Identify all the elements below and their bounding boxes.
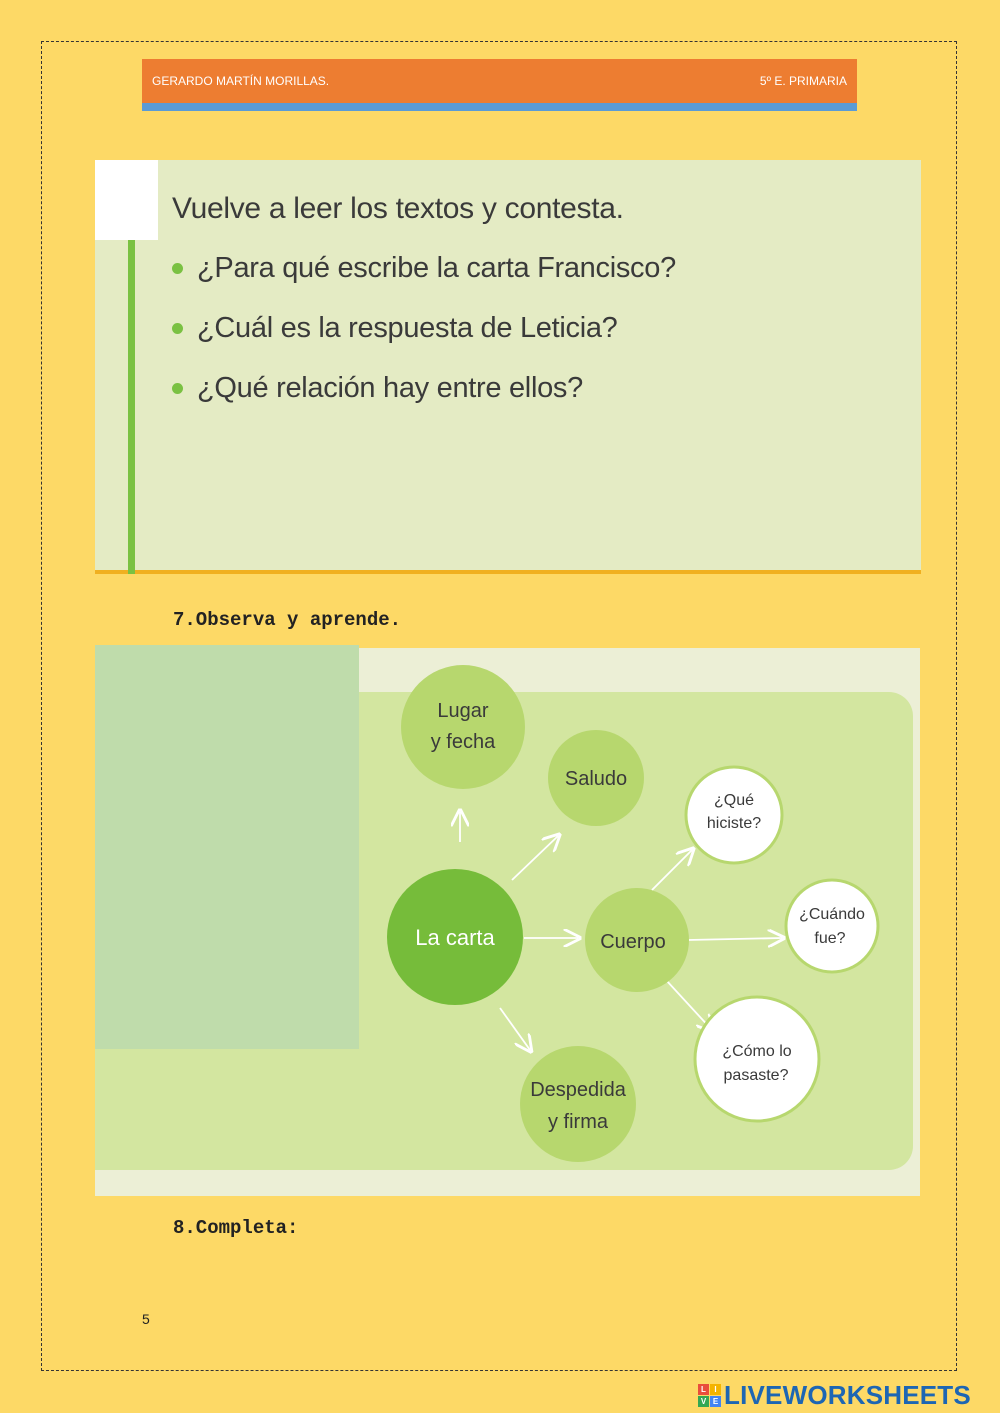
node-despedida-line1: Despedida — [530, 1079, 626, 1101]
node-lugar-line1: Lugar — [437, 700, 489, 722]
node-lugar-circle — [401, 665, 525, 789]
node-despedida-line2: y firma — [548, 1111, 608, 1133]
node-cuerpo-label: Cuerpo — [600, 931, 666, 953]
exercise-6-title: Vuelve a leer los textos y contesta. — [172, 192, 624, 225]
arrow-to-saludo — [512, 836, 558, 880]
page-number: 5 — [142, 1311, 150, 1327]
header-grade: 5º E. PRIMARIA — [759, 74, 847, 88]
node-saludo-label: Saludo — [564, 768, 628, 790]
node-cuando-line2: fue? — [814, 930, 846, 947]
node-cuando-circle — [786, 880, 878, 972]
exercise-7-label: 7.Observa y aprende. — [173, 609, 402, 631]
node-cuando-line1: ¿Cuándo — [799, 906, 865, 923]
node-que-line2: hiciste? — [706, 815, 762, 832]
node-center-label: La carta — [415, 925, 495, 950]
question-text: ¿Para qué escribe la carta Francisco? — [197, 252, 676, 284]
liveworksheets-logo — [698, 1380, 971, 1411]
node-como-line2: pasaste? — [723, 1067, 789, 1084]
exercise-8-label: 8.Completa: — [173, 1217, 299, 1239]
header-author: GERARDO MARTÍN MORILLAS. — [152, 74, 330, 88]
question-text: ¿Qué relación hay entre ellos? — [197, 372, 583, 404]
logo-grid-icon: L I V E — [698, 1384, 721, 1407]
node-lugar-line2: y fecha — [430, 731, 496, 753]
arrow-to-cuando — [688, 938, 782, 940]
logo-text: LIVEWORKSHEETS — [724, 1380, 971, 1410]
node-despedida-circle — [520, 1046, 636, 1162]
question-text: ¿Cuál es la respuesta de Leticia? — [197, 312, 618, 344]
node-como-line1: ¿Cómo lo — [722, 1043, 792, 1060]
arrow-to-que — [652, 850, 692, 890]
node-que-line1: ¿Qué — [713, 792, 755, 809]
arrow-to-despedida — [500, 1008, 530, 1050]
